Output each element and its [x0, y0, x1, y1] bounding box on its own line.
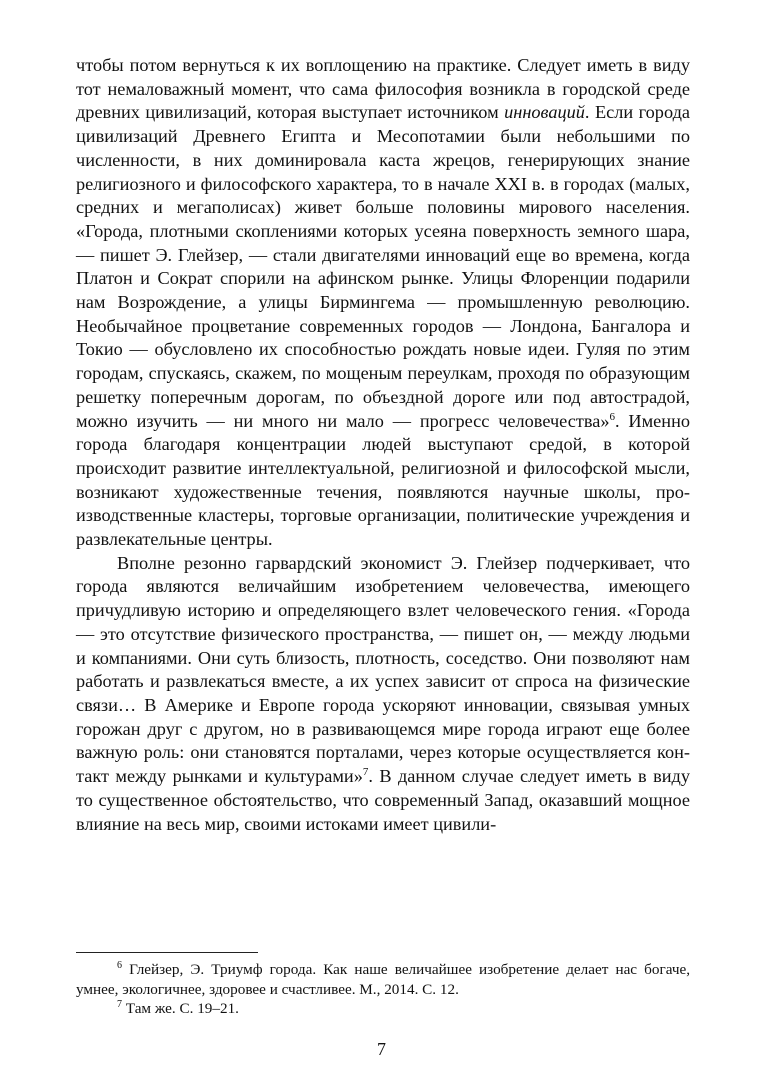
italic-term-innovations: инноваций [504, 102, 585, 123]
paragraph-1-text-c: . Именно города благодаря концентрации людей выступают средой, в которой происходит развитие интеллектуальной, религиозной и философской мысли, возникают художественные течения, появляются научные школы, производственные кластеры, торговые организации, политические учреждения и развлекательные центры. [76, 410, 690, 550]
footnote-text: Там же. С. 19–21. [122, 1000, 239, 1017]
footnote-ref-6[interactable]: 6 [609, 410, 615, 423]
page-number: 7 [377, 1039, 386, 1059]
footnote-number: 7 [117, 998, 122, 1010]
footnote-divider [76, 952, 258, 953]
footnote-7 [76, 999, 690, 1019]
paragraph-2 [76, 552, 690, 836]
paragraph-1 [76, 54, 690, 552]
page-body [76, 54, 690, 836]
paragraph-1-text-b: . Если города цивилизаций Древнего Египта и Месопотамии были небольшими по численности, в них доминировала каста жрецов, генерирующих знание религиозного и философского характера, то в начале XXI в. в городах (малых, средних и мегаполисах) живет больше половины мирового населения. «Города, плотными скоплениями которых усеяна поверхность земного шара, — пишет Э. Глейзер, — стали двигателями инноваций еще во времена, когда Платон и Сократ спорили на афинском рынке. Улицы Флоренции подарили нам Возрождение, а улицы Бирмингема — промышленную революцию. Необычайное процветание современных городов — Лондона, Бангалора и Токио — обусловлено их способностью рождать новые идеи. Гуляя по этим городам, спускаясь, скажем, по мощеным переулкам, проходя по образующим решетку поперечным дорогам, по объездной дороге или под автострадой, можно изучить — ни много ни мало — прогресс человечества» [76, 102, 690, 431]
paragraph-1-text-a: чтобы потом вернуться к их воплощению на практике. Следует иметь в виду тот немаловажный момент, что сама философия возникла в городской среде древних цивилизаций, которая выступает источником [76, 55, 690, 123]
footnote-number: 6 [117, 959, 122, 971]
footnote-text: Глейзер, Э. Триумф города. Как наше величайшее изобретение делает нас богаче, умнее, экологичнее, здоровее и счастливее. М., 2014. С. 12. [76, 961, 690, 998]
paragraph-2-text-b: . В данном случае следует иметь в виду то существенное обстоятельство, что современный Запад, оказавший мощное влияние на весь мир, своими истоками имеет цивили- [76, 766, 690, 834]
footnote-ref-7[interactable]: 7 [362, 766, 369, 778]
paragraph-2-text-a: Вполне резонно гарвардский экономист Э. Глейзер подчеркивает, что города являются величайшим изобретением человечества, имеющего причудливую историю и определяющего взлет человеческого гения. «Города — это отсутствие физического пространства, — пишет он, — между людьми и компаниями. Они суть близость, плотность, соседство. Они позволяют нам работать и развлекаться вместе, а их успех зависит от спроса на физические связи… В Америке и Европе города ускоряют инновации, связывая умных горожан друг с другом, но в развивающемся мире города играют еще более важную роль: они становятся порталами, через которые осуществляется контакт между рынками и культурами» [76, 552, 690, 787]
footnote-6 [76, 960, 690, 999]
footnotes [76, 952, 690, 1019]
